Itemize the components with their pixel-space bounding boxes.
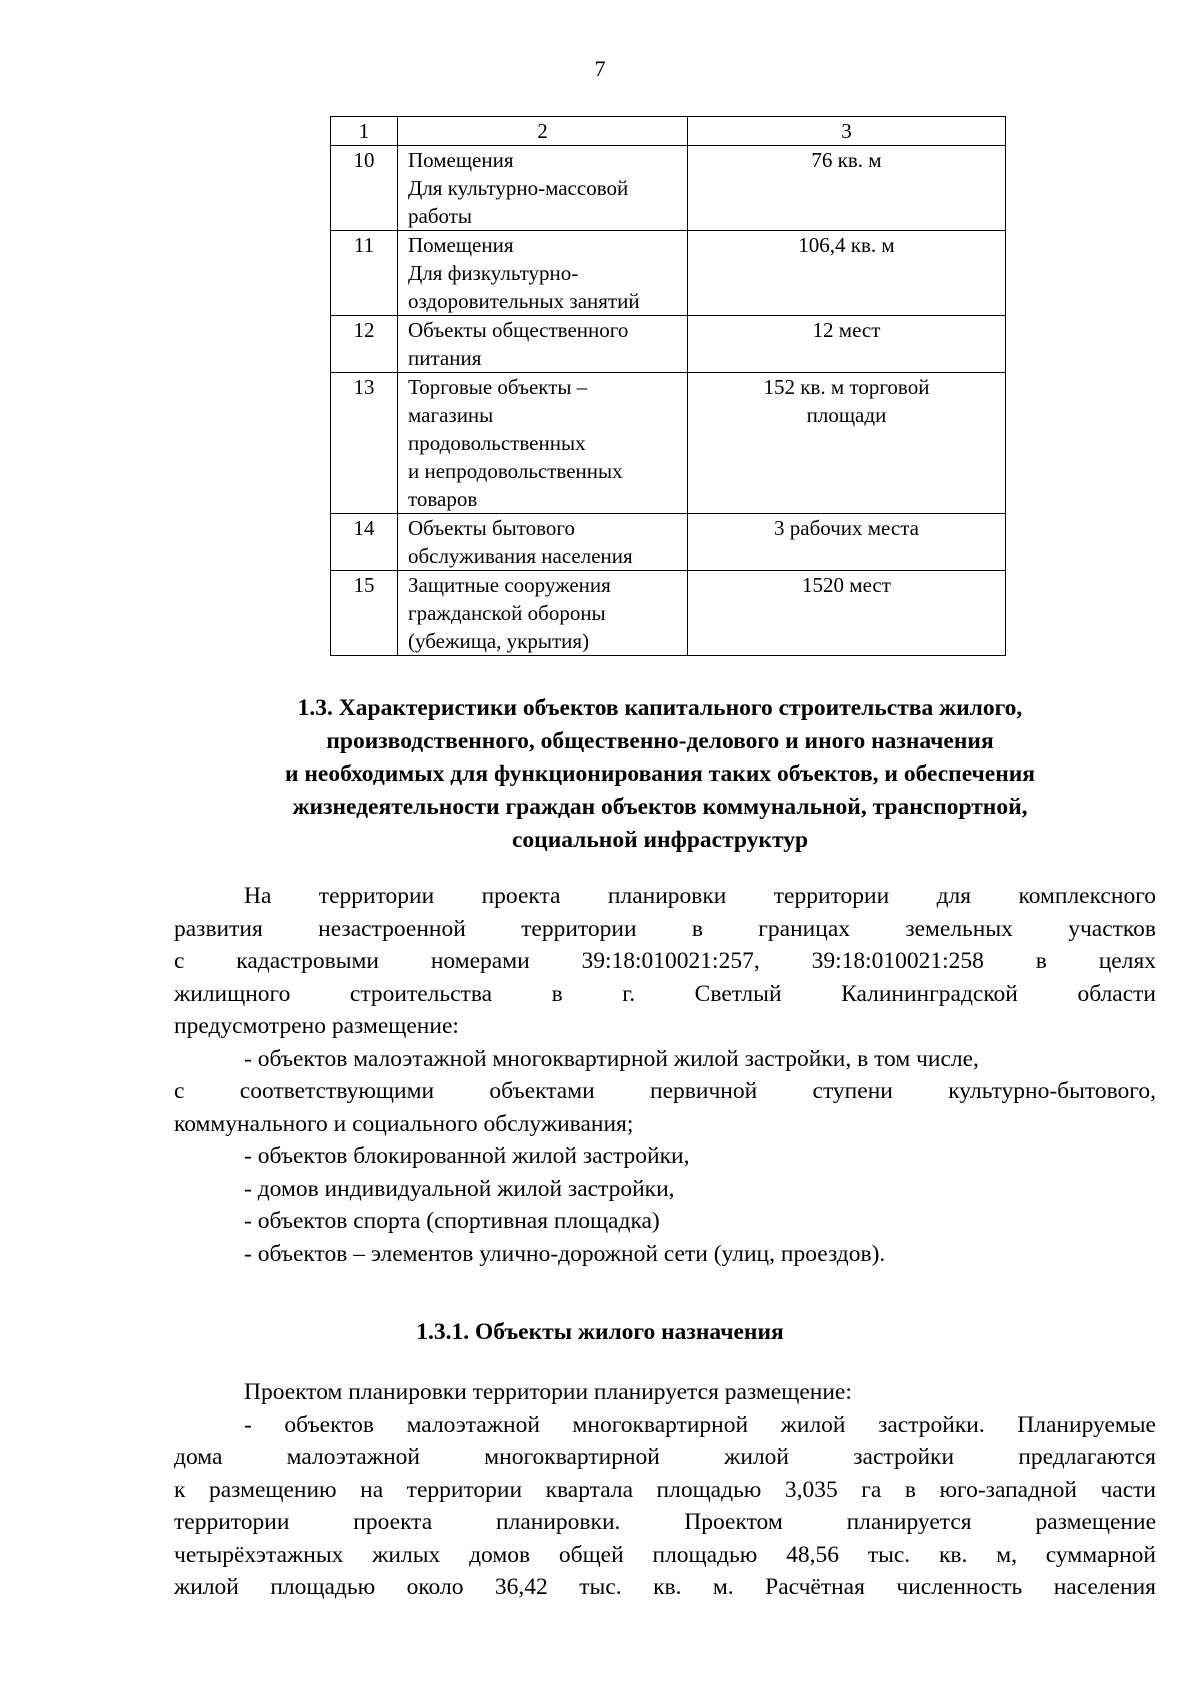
facility-value-cell bbox=[688, 373, 1006, 514]
list-item-line: коммунального и социального обслуживания; bbox=[174, 1110, 634, 1137]
facility-name-line: Объекты общественного bbox=[408, 318, 629, 342]
facilities-table bbox=[330, 116, 1006, 656]
section-title-line: 1.3. Характеристики объектов капитального строительства жилого, bbox=[297, 695, 1023, 721]
facility-value-cell bbox=[688, 571, 1006, 656]
table-header-row bbox=[331, 117, 1006, 146]
table-row bbox=[331, 316, 1006, 373]
row-number-cell: 13 bbox=[331, 373, 398, 514]
paragraph-line: На территории проекта планировки территории для комплексного bbox=[244, 883, 1156, 909]
facility-name-line: (убежища, укрытия) bbox=[408, 629, 590, 653]
facility-value-line: 3 рабочих места bbox=[774, 516, 919, 540]
row-number-cell: 10 bbox=[331, 146, 398, 231]
table-row bbox=[331, 373, 1006, 514]
facility-name-line: магазины bbox=[408, 403, 494, 427]
table-body bbox=[331, 117, 1006, 656]
list-item-line: - объектов малоэтажной многоквартирной жилой застройки, в том числе, bbox=[244, 1045, 979, 1072]
subsection-line: дома малоэтажной многоквартирной жилой застройки предлагаются bbox=[174, 1444, 1156, 1470]
section-title-line: социальной инфраструктур bbox=[511, 827, 809, 853]
facility-name-cell bbox=[398, 316, 688, 373]
paragraph-line: развития незастроенной территории в границах земельных участков bbox=[174, 915, 1156, 942]
list-item-line: - объектов блокированной жилой застройки, bbox=[244, 1143, 690, 1169]
subsection-line: - объектов малоэтажной многоквартирной жилой застройки. Планируемые bbox=[244, 1411, 1156, 1438]
list-item-line: - объектов спорта (спортивная площадка) bbox=[244, 1208, 660, 1234]
subsection-title: 1.3.1. Объекты жилого назначения bbox=[416, 1319, 784, 1345]
table-header-cell: 3 bbox=[688, 117, 1006, 146]
subsection-line: жилой площадью около 36,42 тыс. кв. м. Расчётная численность населения bbox=[174, 1574, 1156, 1600]
facility-name-line: оздоровительных занятий bbox=[408, 289, 640, 313]
subsection-line: Проектом планировки территории планируется размещение: bbox=[244, 1379, 852, 1405]
facility-name-line: Помещения bbox=[408, 148, 514, 172]
facility-value-line: 1520 мест bbox=[802, 573, 891, 597]
table-header-cell: 2 bbox=[398, 117, 688, 146]
facility-name-cell bbox=[398, 146, 688, 231]
facility-value-cell bbox=[688, 514, 1006, 571]
section-title-line: производственного, общественно-делового и иного назначения bbox=[326, 728, 994, 754]
facility-name-cell bbox=[398, 514, 688, 571]
row-number-cell: 15 bbox=[331, 571, 398, 656]
row-number-cell: 12 bbox=[331, 316, 398, 373]
table-row bbox=[331, 146, 1006, 231]
facility-name-line: гражданской обороны bbox=[408, 601, 606, 625]
section-title-line: жизнедеятельности граждан объектов коммунальной, транспортной, bbox=[292, 794, 1028, 820]
page-number: 7 bbox=[594, 56, 606, 81]
facility-name-cell bbox=[398, 231, 688, 316]
table-row bbox=[331, 231, 1006, 316]
facility-value-line: площади bbox=[806, 403, 887, 427]
facility-value-cell bbox=[688, 231, 1006, 316]
subsection-line: к размещению на территории квартала площадью 3,035 га в юго-западной части bbox=[174, 1476, 1156, 1503]
facility-name-line: продовольственных bbox=[408, 431, 586, 455]
row-number-cell: 14 bbox=[331, 514, 398, 571]
section-title-line: и необходимых для функционирования таких объектов, и обеспечения bbox=[284, 761, 1036, 787]
facility-name-line: Защитные сооружения bbox=[408, 573, 611, 597]
facility-value-cell bbox=[688, 316, 1006, 373]
facility-name-line: работы bbox=[408, 204, 473, 228]
facility-value-cell bbox=[688, 146, 1006, 231]
facility-name-line: Для физкультурно- bbox=[408, 261, 579, 285]
facility-name-line: питания bbox=[408, 346, 482, 370]
facility-name-line: Объекты бытового bbox=[408, 516, 576, 540]
row-number-cell: 11 bbox=[331, 231, 398, 316]
list-item-line: - домов индивидуальной жилой застройки, bbox=[244, 1175, 675, 1202]
facility-value-line: 76 кв. м bbox=[811, 148, 882, 172]
facility-name-line: товаров bbox=[408, 487, 478, 511]
table-row bbox=[331, 571, 1006, 656]
facility-name-line: обслуживания населения bbox=[408, 544, 633, 568]
paragraph-line: предусмотрено размещение: bbox=[174, 1013, 459, 1039]
table-header-cell: 1 bbox=[331, 117, 398, 146]
paragraph-line: жилищного строительства в г. Светлый Калининградской области bbox=[174, 980, 1156, 1007]
facility-value-line: 152 кв. м торговой bbox=[763, 375, 930, 399]
subsection-line: четырёхэтажных жилых домов общей площадью 48,56 тыс. кв. м, суммарной bbox=[174, 1541, 1156, 1568]
list-item-line: с соответствующими объектами первичной ступени культурно-бытового, bbox=[174, 1078, 1156, 1104]
section-paragraph bbox=[174, 880, 1156, 1270]
facility-name-line: Для культурно-массовой bbox=[408, 176, 629, 200]
facility-name-cell bbox=[398, 373, 688, 514]
table-row bbox=[331, 514, 1006, 571]
facility-value-line: 106,4 кв. м bbox=[798, 233, 895, 257]
subsection-line: территории проекта планировки. Проектом планируется размещение bbox=[174, 1509, 1156, 1535]
facility-name-line: и непродовольственных bbox=[408, 459, 623, 483]
facility-name-line: Помещения bbox=[408, 233, 514, 257]
section-title bbox=[170, 692, 1150, 857]
list-item-line: - объектов – элементов улично-дорожной сети (улиц, проездов). bbox=[244, 1240, 886, 1267]
facility-name-line: Торговые объекты – bbox=[408, 375, 588, 399]
subsection-paragraph bbox=[174, 1376, 1156, 1604]
facility-name-cell bbox=[398, 571, 688, 656]
facility-value-line: 12 мест bbox=[812, 318, 881, 342]
paragraph-line: с кадастровыми номерами 39:18:010021:257, 39:18:010021:258 в целях bbox=[174, 948, 1156, 974]
